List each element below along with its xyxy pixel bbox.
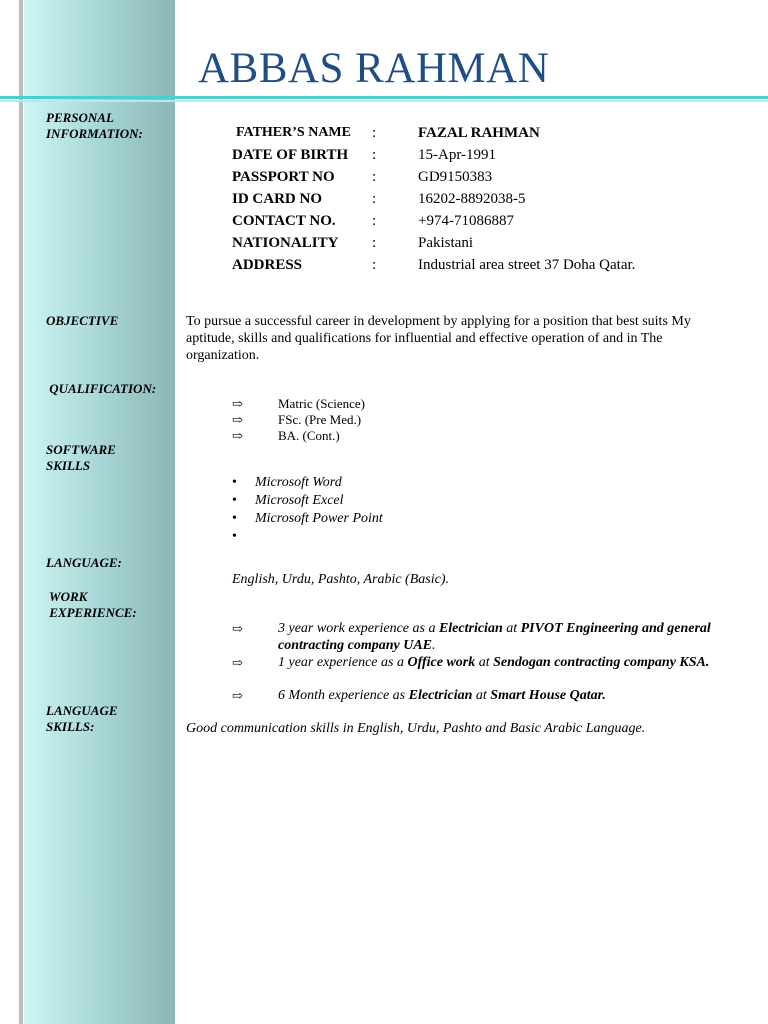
qualification-text: Matric (Science) xyxy=(278,396,365,411)
work-text-part: . xyxy=(432,638,436,653)
section-label-software: SOFTWARE SKILLS xyxy=(46,442,116,473)
arrow-icon: ⇨ xyxy=(232,412,243,427)
qualification-text: BA. (Cont.) xyxy=(278,428,340,443)
work-role: Electrician xyxy=(408,688,473,703)
languages-text: English, Urdu, Pashto, Arabic (Basic). xyxy=(232,572,449,587)
work-text-part: at xyxy=(472,688,491,703)
info-value: Industrial area street 37 Doha Qatar. xyxy=(418,257,636,273)
section-label-language-skills: LANGUAGE SKILLS: xyxy=(46,703,118,734)
section-label-qualification: QUALIFICATION: xyxy=(46,381,157,396)
info-value: +974-71086887 xyxy=(418,213,514,229)
info-key: DATE OF BIRTH xyxy=(232,147,349,163)
info-colon: : xyxy=(372,169,377,185)
section-label-objective: OBJECTIVE xyxy=(46,313,119,328)
header-rule xyxy=(0,96,768,99)
work-company: PIVOT Engineering and general contracting company UAE xyxy=(278,621,711,653)
work-text-part: at xyxy=(502,621,521,636)
objective-text: To pursue a successful career in development by applying for a position that best suits My aptitude, skills and qualifications for influential and effective operation of and in The organization. xyxy=(186,314,691,363)
software-skill-text: Microsoft Word xyxy=(255,475,342,490)
software-skill-text: Microsoft Power Point xyxy=(255,511,383,526)
info-key: PASSPORT NO xyxy=(232,169,335,185)
arrow-icon: ⇨ xyxy=(232,396,243,411)
language-skills-text: Good communication skills in English, Urdu, Pashto and Basic Arabic Language. xyxy=(186,721,646,736)
work-text-part: 3 year work experience as a xyxy=(278,621,439,636)
bullet-icon: • xyxy=(232,511,237,526)
arrow-icon: ⇨ xyxy=(232,428,243,443)
arrow-icon: ⇨ xyxy=(232,655,243,670)
work-text xyxy=(278,654,728,671)
work-text-part: 1 year experience as a xyxy=(278,655,408,670)
info-value: 16202-8892038-5 xyxy=(418,191,526,207)
work-company: Smart House Qatar. xyxy=(490,688,606,703)
info-key: CONTACT NO. xyxy=(232,213,336,229)
arrow-icon: ⇨ xyxy=(232,621,243,636)
section-label-language: LANGUAGE: xyxy=(46,555,122,570)
info-value: 15-Apr-1991 xyxy=(418,147,497,163)
info-colon: : xyxy=(372,147,377,163)
work-text xyxy=(278,620,728,654)
work-text xyxy=(278,687,728,704)
section-label-personal: PERSONAL INFORMATION: xyxy=(46,110,143,141)
section-label-work: WORK EXPERIENCE: xyxy=(49,589,137,620)
bullet-icon: • xyxy=(232,475,237,490)
info-value: FAZAL RAHMAN xyxy=(418,125,540,141)
bullet-icon: • xyxy=(232,529,237,544)
work-text-part: 6 Month experience as xyxy=(278,688,409,703)
info-key: ID CARD NO xyxy=(232,191,322,207)
info-key: NATIONALITY xyxy=(232,235,339,251)
info-colon: : xyxy=(372,125,377,141)
arrow-icon: ⇨ xyxy=(232,688,243,703)
info-colon: : xyxy=(372,257,377,273)
info-value: GD9150383 xyxy=(418,169,493,185)
bullet-icon: • xyxy=(232,493,237,508)
info-colon: : xyxy=(372,191,377,207)
software-skill-text: Microsoft Excel xyxy=(255,493,344,508)
work-role: Electrician xyxy=(438,621,503,636)
sidebar-gradient xyxy=(24,0,175,1024)
info-colon: : xyxy=(372,235,377,251)
qualification-text: FSc. (Pre Med.) xyxy=(278,412,362,427)
work-role: Office work xyxy=(407,655,476,670)
info-colon: : xyxy=(372,213,377,229)
work-company: Sendogan contracting company KSA. xyxy=(493,655,710,670)
work-text-part: at xyxy=(475,655,494,670)
info-key: FATHER’S NAME xyxy=(236,125,351,140)
info-value: Pakistani xyxy=(418,235,473,251)
left-border-line xyxy=(19,0,23,1024)
header-rule-shadow xyxy=(0,100,768,102)
info-key: ADDRESS xyxy=(232,257,303,273)
candidate-name: ABBAS RAHMAN xyxy=(198,45,550,92)
